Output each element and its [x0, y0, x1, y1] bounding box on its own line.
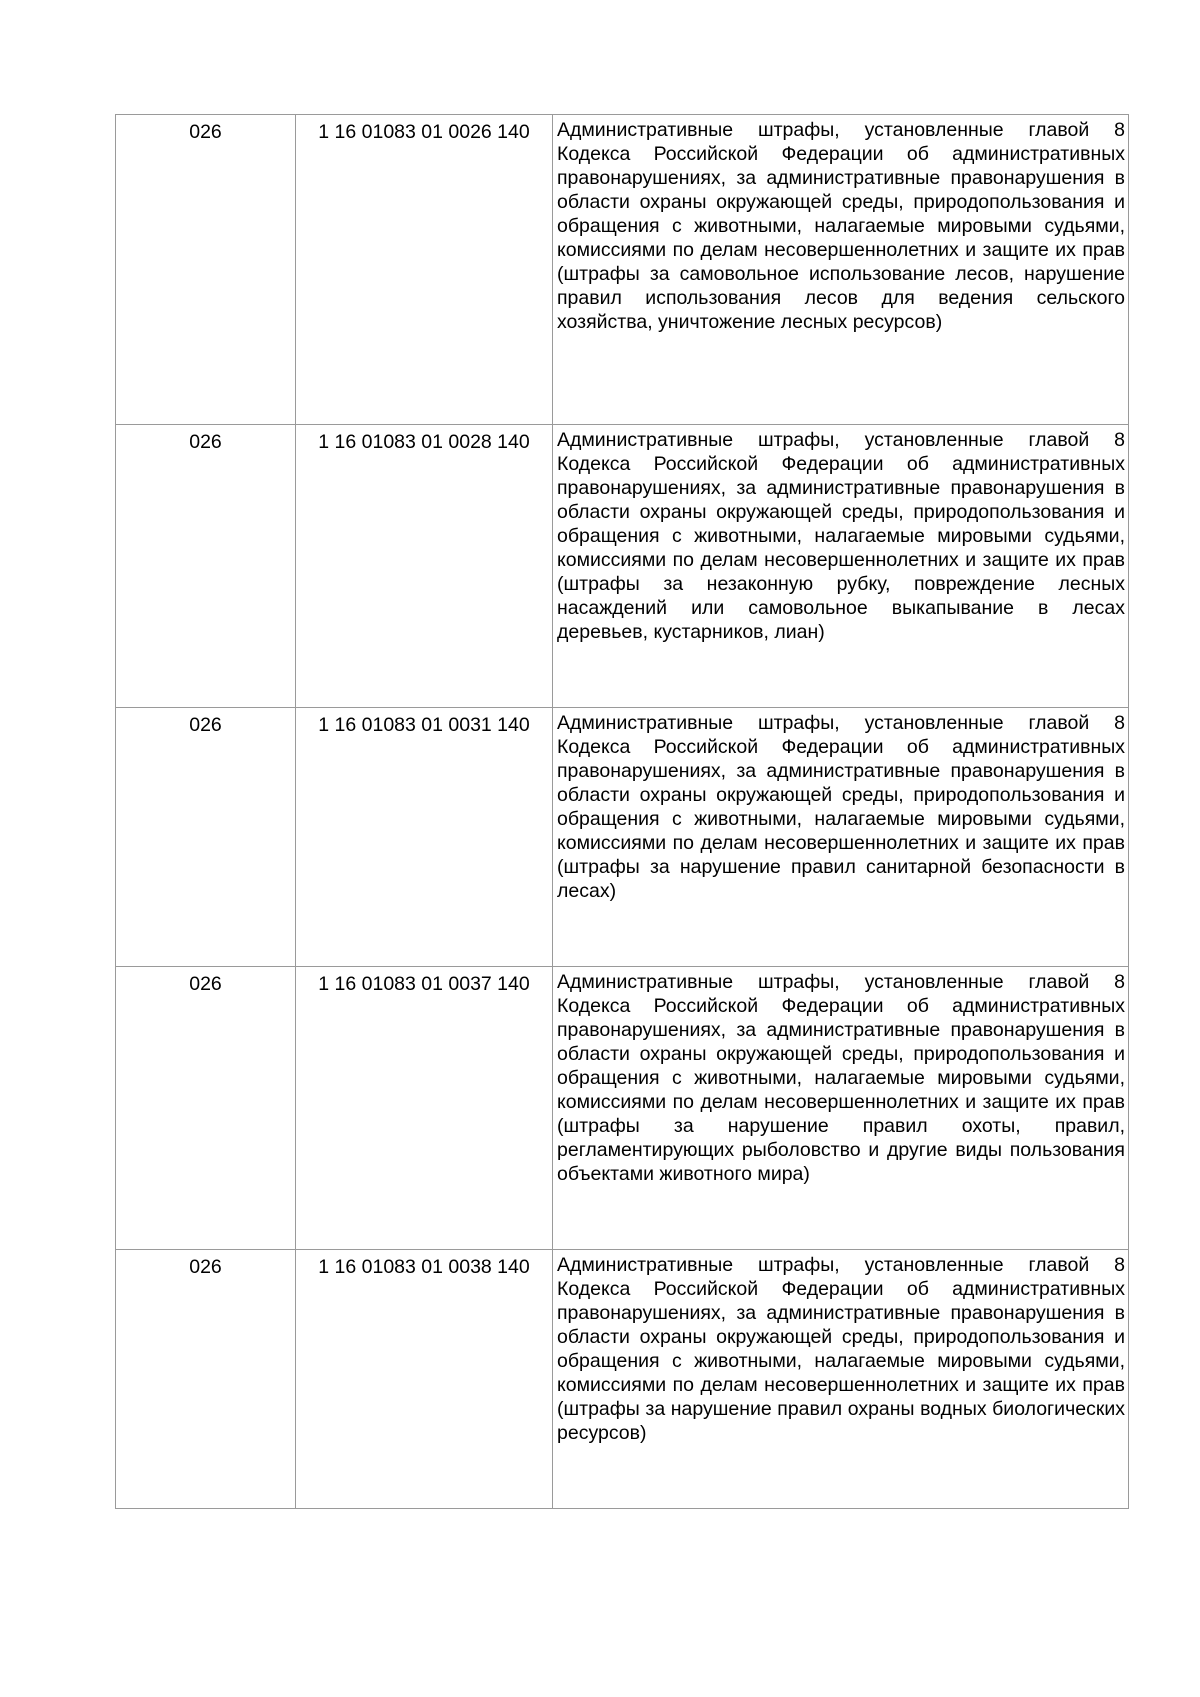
admin-code-cell: 026	[116, 425, 296, 708]
table-row	[116, 1250, 1129, 1509]
kbk-code-cell: 1 16 01083 01 0028 140	[296, 425, 553, 708]
revenue-name-cell: Административные штрафы, установленные главой 8 Кодекса Российской Федерации об административных правонарушениях, за административные правонарушения в области охраны окружающей среды, природопользования и обращения с животными, налагаемые мировыми судьями, комиссиями по делам несовершеннолетних и защите их прав (штрафы за незаконную рубку, повреждение лесных насаждений или самовольное выкапывание в лесах деревьев, кустарников, лиан)	[553, 425, 1129, 708]
admin-code-cell: 026	[116, 1250, 296, 1509]
kbk-code-cell: 1 16 01083 01 0037 140	[296, 967, 553, 1250]
kbk-code-cell: 1 16 01083 01 0031 140	[296, 708, 553, 967]
table-row	[116, 425, 1129, 708]
revenue-name-cell: Административные штрафы, установленные главой 8 Кодекса Российской Федерации об административных правонарушениях, за административные правонарушения в области охраны окружающей среды, природопользования и обращения с животными, налагаемые мировыми судьями, комиссиями по делам несовершеннолетних и защите их прав (штрафы за самовольное использование лесов, нарушение правил использования лесов для ведения сельского хозяйства, уничтожение лесных ресурсов)	[553, 115, 1129, 425]
kbk-code-cell: 1 16 01083 01 0026 140	[296, 115, 553, 425]
budget-codes-table	[115, 114, 1129, 1509]
table-row	[116, 708, 1129, 967]
admin-code-cell: 026	[116, 967, 296, 1250]
admin-code-cell: 026	[116, 115, 296, 425]
revenue-name-cell: Административные штрафы, установленные главой 8 Кодекса Российской Федерации об административных правонарушениях, за административные правонарушения в области охраны окружающей среды, природопользования и обращения с животными, налагаемые мировыми судьями, комиссиями по делам несовершеннолетних и защите их прав (штрафы за нарушение правил охоты, правил, регламентирующих рыболовство и другие виды пользования объектами животного мира)	[553, 967, 1129, 1250]
table-row	[116, 967, 1129, 1250]
admin-code-cell: 026	[116, 708, 296, 967]
revenue-name-cell: Административные штрафы, установленные главой 8 Кодекса Российской Федерации об административных правонарушениях, за административные правонарушения в области охраны окружающей среды, природопользования и обращения с животными, налагаемые мировыми судьями, комиссиями по делам несовершеннолетних и защите их прав (штрафы за нарушение правил охраны водных биологических ресурсов)	[553, 1250, 1129, 1509]
revenue-name-cell: Административные штрафы, установленные главой 8 Кодекса Российской Федерации об административных правонарушениях, за административные правонарушения в области охраны окружающей среды, природопользования и обращения с животными, налагаемые мировыми судьями, комиссиями по делам несовершеннолетних и защите их прав (штрафы за нарушение правил санитарной безопасности в лесах)	[553, 708, 1129, 967]
table-row	[116, 115, 1129, 425]
kbk-code-cell: 1 16 01083 01 0038 140	[296, 1250, 553, 1509]
